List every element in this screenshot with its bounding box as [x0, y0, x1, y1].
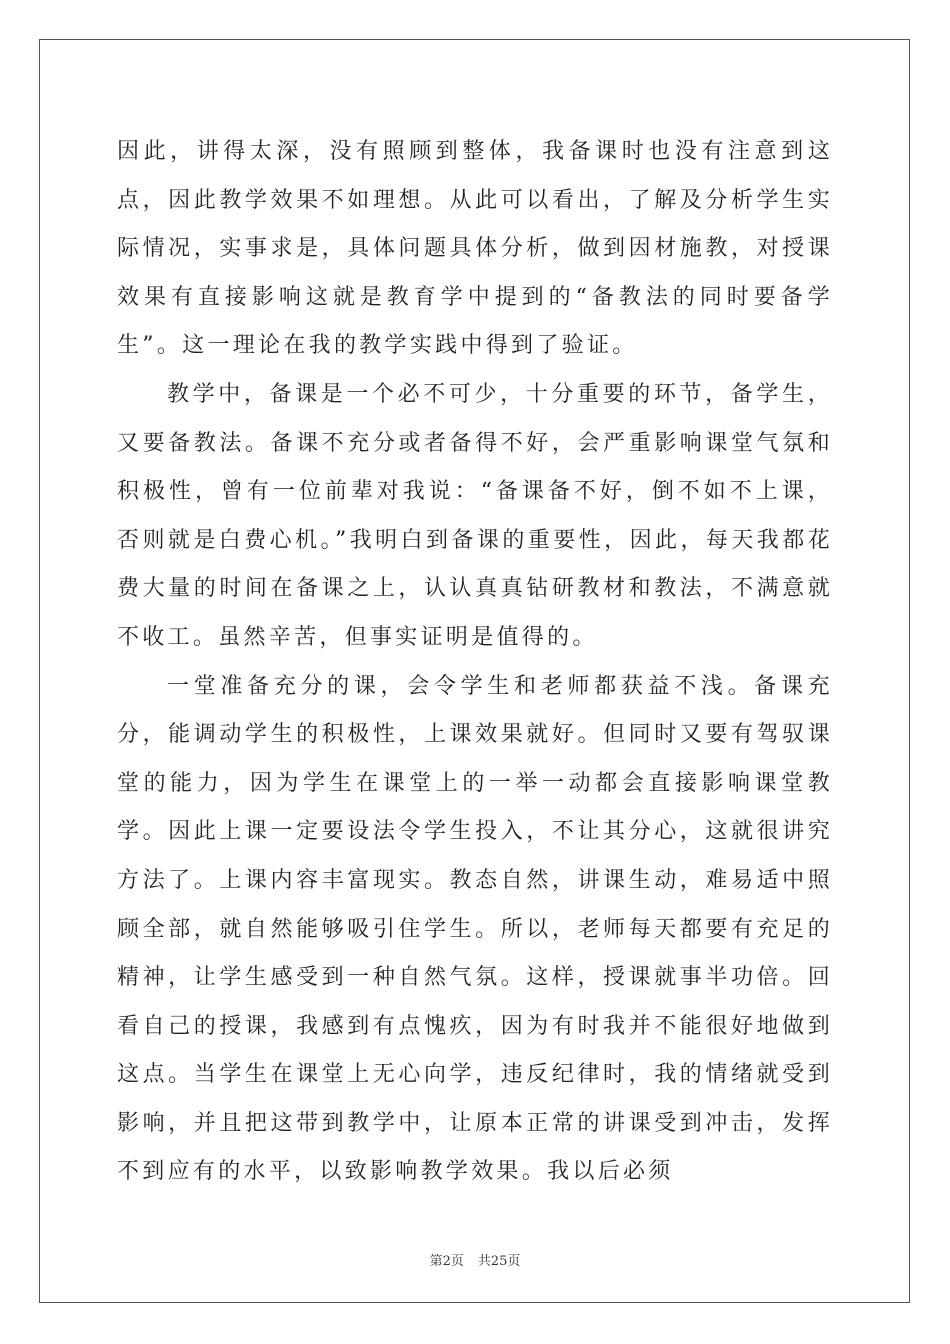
page-footer: [0, 1250, 950, 1269]
paragraph-3: 一堂准备充分的课，会令学生和老师都获益不浅。备课充分，能调动学生的积极性，上课效果就好。但同时又要有驾驭课堂的能力，因为学生在课堂上的一举一动都会直接影响课堂教学。因此上课一定要设法令学生投入，不让其分心，这就很讲究方法了。上课内容丰富现实。教态自然，讲课生动，难易适中照顾全部，就自然能够吸引住学生。所以，老师每天都要有充足的精神，让学生感受到一种自然气氛。这样，授课就事半功倍。回看自己的授课，我感到有点愧疚，因为有时我并不能很好地做到这点。当学生在课堂上无心向学，违反纪律时，我的情绪就受到影响，并且把这带到教学中，让原本正常的讲课受到冲击，发挥不到应有的水平，以致影响教学效果。我以后必须: [117, 673, 833, 1185]
paragraph-2: 教学中，备课是一个必不可少，十分重要的环节，备学生，又要备教法。备课不充分或者备得不好，会严重影响课堂气氛和积极性，曾有一位前辈对我说：“备课备不好，倒不如不上课，否则就是白费心机。”我明白到备课的重要性，因此，每天我都花费大量的时间在备课之上，认认真真钻研教材和教法，不满意就不收工。虽然辛苦，但事实证明是值得的。: [117, 381, 833, 650]
total-page-count: 共25页: [477, 1254, 521, 1269]
current-page-number: 第2页: [429, 1254, 464, 1269]
document-body: [117, 128, 833, 1197]
paragraph-1: 因此，讲得太深，没有照顾到整体，我备课时也没有注意到这点，因此教学效果不如理想。从此可以看出，了解及分析学生实际情况，实事求是，具体问题具体分析，做到因材施教，对授课效果有直接影响这就是教育学中提到的“备教法的同时要备学生”。这一理论在我的教学实践中得到了验证。: [117, 139, 833, 359]
